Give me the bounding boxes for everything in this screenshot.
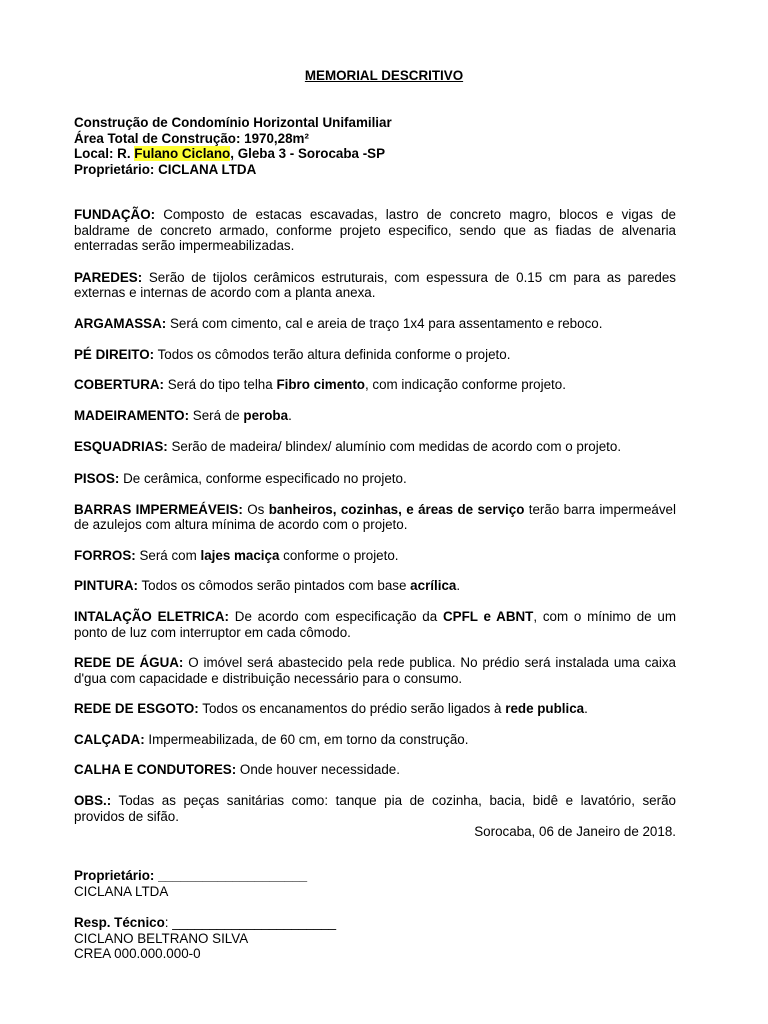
specification-item — [74, 609, 676, 640]
location-suffix: , Gleba 3 - Sorocaba -SP — [230, 146, 386, 162]
item-bold-text: REDE DE ÁGUA: — [74, 655, 184, 671]
tech-label: Resp. Técnico — [74, 915, 165, 931]
specification-item — [74, 548, 676, 564]
item-bold-text: FORROS: — [74, 547, 136, 563]
specification-item — [74, 439, 676, 455]
item-bold-text: banheiros, cozinhas, e áreas de serviço — [268, 501, 525, 517]
specification-item — [74, 377, 676, 393]
item-bold-text: MADEIRAMENTO: — [74, 407, 190, 423]
item-bold-text: ARGAMASSA: — [74, 315, 167, 331]
project-type: Construção de Condomínio Horizontal Unifamiliar — [74, 115, 392, 130]
item-text: Os — [242, 501, 269, 517]
owner-signature-line: Proprietário: ____________________ — [74, 868, 308, 883]
item-bold-text: rede publica — [505, 701, 585, 717]
item-bold-text: CPFL e ABNT — [442, 608, 534, 624]
item-text: Será de — [189, 407, 244, 423]
item-bold-text: INTALAÇÃO ELETRICA: — [74, 608, 230, 624]
location-highlighted-name: Fulano Ciclano — [134, 146, 231, 162]
specification-item — [74, 732, 676, 748]
specification-item — [74, 270, 676, 301]
item-bold-text: FUNDAÇÃO: — [74, 207, 156, 222]
item-bold-text: acrílica — [410, 578, 457, 594]
item-bold-text: PÉ DIREITO: — [74, 346, 155, 362]
specification-item — [74, 316, 676, 332]
specification-item — [74, 655, 676, 686]
location-prefix: Local: R. — [74, 146, 135, 162]
specification-list — [74, 207, 676, 840]
item-bold-text: REDE DE ESGOTO: — [74, 701, 199, 717]
document-date: Sorocaba, 06 de Janeiro de 2018. — [474, 824, 676, 840]
item-bold-text: Fibro cimento — [276, 377, 365, 393]
item-text: Impermeabilizada, de 60 cm, em torno da construção. — [144, 731, 469, 747]
item-text: Todas as peças sanitárias como: tanque pia de cozinha, bacia, bidê e lavatório, serão providos de sifão. — [74, 793, 676, 824]
tech-signature-line — [74, 915, 574, 931]
item-text: . — [584, 701, 588, 717]
signature-block — [74, 868, 574, 962]
item-bold-text: PISOS: — [74, 470, 120, 486]
tech-signature-blank: : ______________________ — [164, 915, 337, 931]
item-bold-text: BARRAS IMPERMEÁVEIS: — [74, 501, 243, 517]
item-bold-text: PINTURA: — [74, 578, 138, 594]
specification-item — [74, 347, 676, 363]
item-text: , com indicação conforme projeto. — [364, 377, 566, 393]
item-text: conforme o projeto. — [279, 547, 399, 563]
specification-item — [74, 471, 676, 487]
item-text: , com o mínimo de um ponto de luz com interruptor em cada cômodo. — [74, 608, 676, 640]
specification-item — [74, 762, 676, 778]
item-text: Todos os cômodos terão altura definida conforme o projeto. — [154, 346, 511, 362]
project-area: Área Total de Construção: 1970,28m² — [74, 130, 309, 146]
item-text: . — [288, 407, 292, 423]
item-bold-text: ESQUADRIAS: — [74, 439, 168, 455]
item-bold-text: lajes maciça — [200, 547, 280, 563]
item-text: Será com — [135, 547, 201, 563]
owner-name: CICLANA LTDA — [74, 883, 169, 899]
item-text: Composto de estacas escavadas, lastro de concreto magro, blocos e vigas de baldrame de concreto armado, conforme projeto especifico, sendo que as fiadas de alvenaria enterradas serão impermeabilizadas. — [74, 207, 676, 254]
specification-item — [74, 578, 676, 594]
item-bold-text: PAREDES: — [74, 269, 143, 285]
specification-item — [74, 207, 676, 254]
crea-number: CREA 000.000.000-0 — [74, 946, 201, 962]
item-text: Onde houver necessidade. — [236, 762, 400, 778]
item-bold-text: CALHA E CONDUTORES: — [74, 762, 237, 778]
item-bold-text: CALÇADA: — [74, 731, 145, 747]
item-text: . — [456, 578, 461, 594]
project-owner: Proprietário: CICLANA LTDA — [74, 161, 257, 177]
project-location — [74, 146, 678, 162]
item-text: Todos os cômodos serão pintados com base — [137, 578, 411, 594]
item-text: Será do tipo telha — [164, 377, 277, 393]
project-header — [74, 115, 678, 177]
item-text: O imóvel será abastecido pela rede publica. No prédio será instalada uma caixa d'gua com capacidade e distribuição necessário para o consumo. — [74, 655, 676, 686]
item-text: De cerâmica, conforme especificado no projeto. — [119, 470, 407, 486]
item-text: terão barra impermeável de azulejos com altura mínima de acordo com o projeto. — [74, 501, 676, 533]
specification-item — [74, 408, 676, 424]
tech-name: CICLANO BELTRANO SILVA — [74, 930, 249, 946]
specification-item — [74, 502, 676, 533]
item-text: Serão de tijolos cerâmicos estruturais, com espessura de 0.15 cm para as paredes externas e internas de acordo com a planta anexa. — [74, 269, 676, 301]
item-bold-text: peroba — [243, 407, 289, 423]
specification-item — [74, 701, 676, 717]
item-text: Serão de madeira/ blindex/ alumínio com medidas de acordo com o projeto. — [167, 439, 622, 455]
item-bold-text: COBERTURA: — [74, 377, 165, 393]
item-text: Será com cimento, cal e areia de traço 1x4 para assentamento e reboco. — [166, 315, 603, 331]
item-text: Todos os encanamentos do prédio serão ligados à — [198, 701, 506, 717]
item-bold-text: OBS.: — [74, 793, 112, 809]
document-title: MEMORIAL DESCRITIVO — [304, 68, 464, 83]
specification-item — [74, 793, 676, 824]
item-text: De acordo com especificação da — [229, 608, 443, 624]
